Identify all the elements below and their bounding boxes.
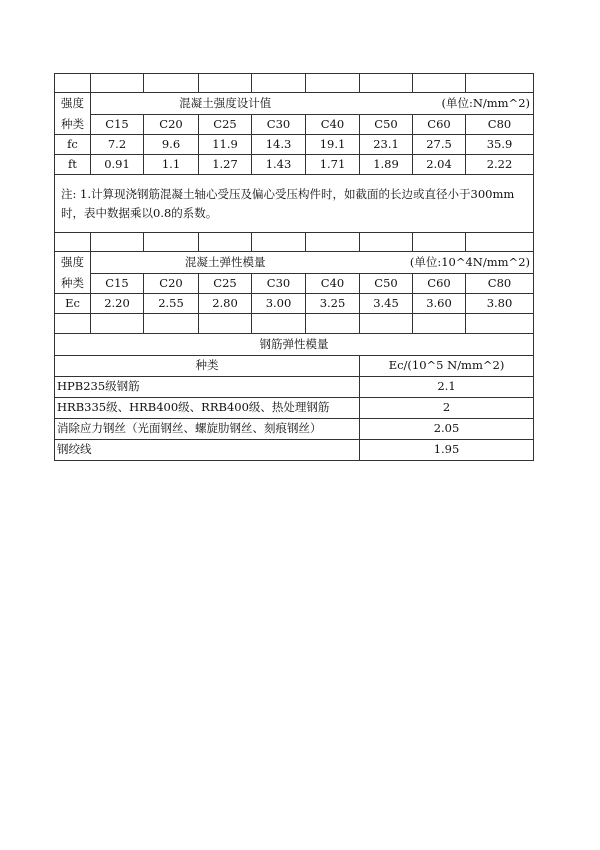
strength-grade-row (55, 115, 534, 135)
fc-value[interactable]: 35.9 (466, 135, 534, 155)
fc-label[interactable]: fc (55, 135, 91, 155)
empty-row (55, 233, 534, 252)
modulus-grade-row (55, 274, 534, 294)
ft-value[interactable]: 1.1 (144, 155, 199, 175)
empty-cell[interactable] (466, 314, 534, 334)
ec-value[interactable]: 3.60 (413, 294, 466, 314)
empty-cell[interactable] (55, 233, 91, 252)
fc-value[interactable]: 9.6 (144, 135, 199, 155)
empty-cell[interactable] (360, 314, 413, 334)
fc-row (55, 135, 534, 155)
steel-value[interactable]: 2 (360, 398, 534, 419)
ec-value[interactable]: 2.55 (144, 294, 199, 314)
ft-value[interactable]: 1.27 (199, 155, 252, 175)
steel-row (55, 398, 534, 419)
strength-title-row (55, 93, 534, 115)
empty-cell[interactable] (55, 74, 91, 93)
grade-header[interactable]: C20 (144, 274, 199, 294)
grade-header[interactable]: C60 (413, 274, 466, 294)
ec-value[interactable]: 3.45 (360, 294, 413, 314)
empty-cell[interactable] (199, 74, 252, 93)
note-text[interactable]: 注: 1.计算现浇钢筋混凝土轴心受压及偏心受压构件时，如截面的长边或直径小于300mm时，表中数据乘以0.8的系数。 (55, 175, 534, 233)
empty-cell[interactable] (91, 233, 144, 252)
empty-cell[interactable] (252, 233, 306, 252)
grade-header[interactable]: C50 (360, 115, 413, 135)
ft-label[interactable]: ft (55, 155, 91, 175)
ec-row (55, 294, 534, 314)
fc-value[interactable]: 27.5 (413, 135, 466, 155)
steel-type[interactable]: HPB235级钢筋 (55, 377, 360, 398)
empty-cell[interactable] (91, 314, 144, 334)
grade-header[interactable]: C50 (360, 274, 413, 294)
grade-header[interactable]: C40 (306, 115, 360, 135)
ec-value[interactable]: 2.80 (199, 294, 252, 314)
strength-left-label-bottom[interactable] (55, 115, 91, 135)
grade-header[interactable]: C15 (91, 115, 144, 135)
steel-header-row (55, 356, 534, 377)
grade-header[interactable]: C30 (252, 115, 306, 135)
spreadsheet-page (54, 73, 533, 461)
strength-unit[interactable]: (单位:N/mm^2) (360, 93, 534, 115)
ft-value[interactable]: 1.71 (306, 155, 360, 175)
strength-label-line2: 种类 (61, 116, 84, 131)
empty-cell[interactable] (413, 314, 466, 334)
grade-header[interactable]: C15 (91, 274, 144, 294)
steel-value[interactable]: 1.95 (360, 440, 534, 461)
grade-header[interactable]: C20 (144, 115, 199, 135)
modulus-unit[interactable]: (单位:10^4N/mm^2) (360, 252, 534, 274)
grade-header[interactable]: C30 (252, 274, 306, 294)
modulus-label-line1: 强度 (61, 255, 84, 270)
fc-value[interactable]: 14.3 (252, 135, 306, 155)
steel-row (55, 377, 534, 398)
empty-row (55, 314, 534, 334)
empty-cell[interactable] (413, 74, 466, 93)
modulus-left-label-top[interactable] (55, 252, 91, 274)
ec-value[interactable]: 3.25 (306, 294, 360, 314)
ec-value[interactable]: 2.20 (91, 294, 144, 314)
steel-type[interactable]: 消除应力钢丝（光面钢丝、螺旋肋钢丝、刻痕钢丝） (55, 419, 360, 440)
fc-value[interactable]: 19.1 (306, 135, 360, 155)
steel-title-row (55, 334, 534, 356)
empty-cell[interactable] (55, 314, 91, 334)
ec-label[interactable]: Ec (55, 294, 91, 314)
empty-cell[interactable] (252, 314, 306, 334)
empty-cell[interactable] (144, 314, 199, 334)
grade-header[interactable]: C80 (466, 115, 534, 135)
empty-cell[interactable] (199, 314, 252, 334)
steel-row (55, 419, 534, 440)
data-table (54, 73, 534, 461)
fc-value[interactable]: 23.1 (360, 135, 413, 155)
empty-cell[interactable] (199, 233, 252, 252)
empty-cell[interactable] (360, 233, 413, 252)
modulus-label-line2: 种类 (61, 275, 84, 290)
ft-value[interactable]: 2.22 (466, 155, 534, 175)
steel-col-type[interactable]: 种类 (55, 356, 360, 377)
empty-cell[interactable] (306, 233, 360, 252)
ft-value[interactable]: 1.89 (360, 155, 413, 175)
empty-cell[interactable] (466, 74, 534, 93)
steel-value[interactable]: 2.1 (360, 377, 534, 398)
steel-title[interactable]: 钢筋弹性模量 (55, 334, 534, 356)
modulus-left-label-bottom[interactable] (55, 274, 91, 294)
modulus-title[interactable]: 混凝土弹性模量 (91, 252, 360, 274)
empty-cell[interactable] (91, 74, 144, 93)
note-row (55, 175, 534, 233)
ft-row (55, 155, 534, 175)
empty-cell[interactable] (252, 74, 306, 93)
empty-row (55, 74, 534, 93)
grade-header[interactable]: C25 (199, 115, 252, 135)
steel-row (55, 440, 534, 461)
fc-value[interactable]: 11.9 (199, 135, 252, 155)
empty-cell[interactable] (466, 233, 534, 252)
steel-value[interactable]: 2.05 (360, 419, 534, 440)
empty-cell[interactable] (144, 74, 199, 93)
ec-value[interactable]: 3.80 (466, 294, 534, 314)
ft-value[interactable]: 2.04 (413, 155, 466, 175)
empty-cell[interactable] (144, 233, 199, 252)
ft-value[interactable]: 0.91 (91, 155, 144, 175)
grade-header[interactable]: C25 (199, 274, 252, 294)
ft-value[interactable]: 1.43 (252, 155, 306, 175)
strength-title[interactable]: 混凝土强度设计值 (91, 93, 360, 115)
fc-value[interactable]: 7.2 (91, 135, 144, 155)
grade-header[interactable]: C40 (306, 274, 360, 294)
empty-cell[interactable] (413, 233, 466, 252)
empty-cell[interactable] (360, 74, 413, 93)
steel-col-value[interactable]: Ec/(10^5 N/mm^2) (360, 356, 534, 377)
strength-left-label-top[interactable] (55, 93, 91, 115)
grade-header[interactable]: C80 (466, 274, 534, 294)
steel-type[interactable]: HRB335级、HRB400级、RRB400级、热处理钢筋 (55, 398, 360, 419)
strength-label-line1: 强度 (61, 96, 84, 111)
steel-type[interactable]: 钢绞线 (55, 440, 360, 461)
grade-header[interactable]: C60 (413, 115, 466, 135)
empty-cell[interactable] (306, 314, 360, 334)
empty-cell[interactable] (306, 74, 360, 93)
ec-value[interactable]: 3.00 (252, 294, 306, 314)
modulus-title-row (55, 252, 534, 274)
